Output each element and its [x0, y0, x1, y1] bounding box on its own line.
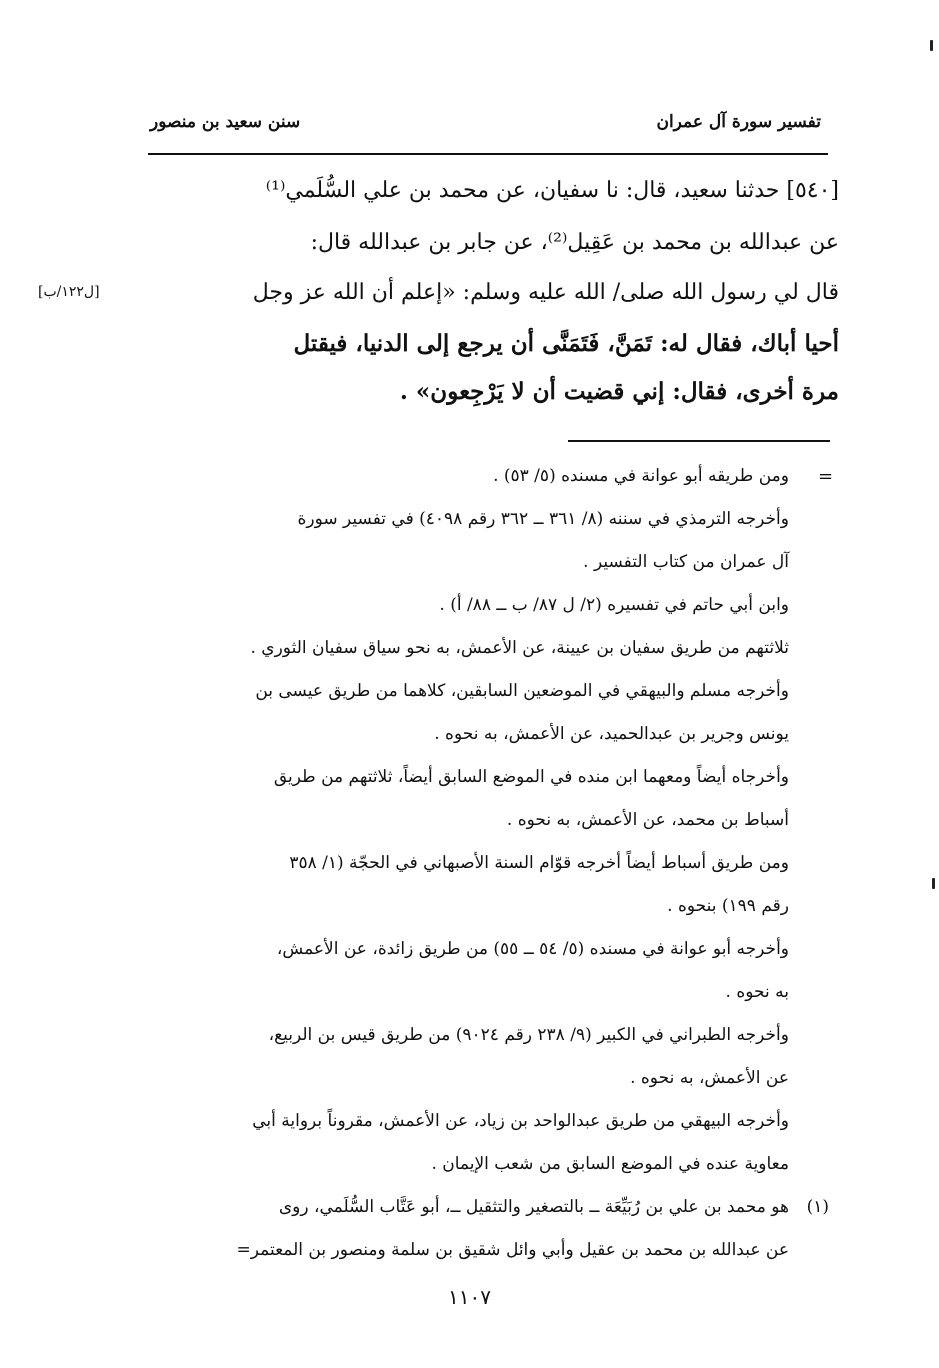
running-header-book: سنن سعيد بن منصور	[150, 112, 301, 132]
footnote-line: ثلاثتهم من طريق سفيان بن عيينة، عن الأعمش، به نحو سياق سفيان الثوري .	[250, 638, 789, 658]
footnote-line: وأخرجه أبو عوانة في مسنده (٥/ ٥٤ ــ ٥٥) من طريق زائدة، عن الأعمش،	[276, 939, 789, 959]
footnote-line: ومن طريق أسباط أيضاً أخرجه قوّام السنة الأصبهاني في الحجّة (١/ ٣٥٨	[289, 853, 789, 873]
footnote-line: يونس وجرير بن عبدالحميد، عن الأعمش، به نحوه .	[434, 724, 789, 744]
manuscript-folio-ref: [ل١٢٢/ب]	[38, 284, 100, 300]
hadith-line: مرة أخرى، فقال: إني قضيت أن لا يَرْجِعون» .	[399, 378, 839, 405]
continuation-mark: =	[818, 466, 834, 487]
hadith-line: أحيا أباك، فقال له: تَمَنَّ، فَتَمَنَّى أن يرجع إلى الدنيا، فيقتل	[293, 330, 839, 357]
footnote-line: وأخرجه الترمذي في سننه (٨/ ٣٦١ ــ ٣٦٢ رقم ٤٠٩٨) في تفسير سورة	[297, 509, 789, 529]
running-header-title: تفسير سورة آل عمران	[656, 112, 821, 132]
margin-mark	[932, 878, 935, 889]
header-rule	[148, 153, 828, 155]
hadith-line: قال لي رسول الله صلى/ الله عليه وسلم: «إعلم أن الله عز وجل	[252, 280, 839, 305]
footnote-line: وأخرجه البيهقي من طريق عبدالواحد بن زياد، عن الأعمش، مقروناً برواية أبي	[252, 1111, 789, 1131]
footnote-line: هو محمد بن علي بن رُبَيِّعَة ــ بالتصغير والتثقيل ــ، أبو عَتَّاب السُّلَمي، روى	[278, 1197, 789, 1217]
hadith-line: عن عبدالله بن محمد بن عَقِيل⁽²⁾، عن جابر بن عبدالله قال:	[310, 230, 839, 255]
footnote-line: عن عبدالله بن محمد بن عقيل وأبي وائل شقيق بن سلمة ومنصور بن المعتمر=	[236, 1240, 789, 1260]
footnote-line: أسباط بن محمد، عن الأعمش، به نحوه .	[506, 810, 789, 830]
footnote-number: (١)	[806, 1197, 829, 1217]
footnote-line: وأخرجاه أيضاً ومعهما ابن منده في الموضع السابق أيضاً، ثلاثتهم من طريق	[273, 767, 789, 787]
footnote-rule	[568, 440, 830, 442]
page-number: ١١٠٧	[448, 1285, 491, 1309]
hadith-line: [٥٤٠] حدثنا سعيد، قال: نا سفيان، عن محمد بن علي السُّلَمي⁽¹⁾	[265, 178, 839, 203]
footnote-line: معاوية عنده في الموضع السابق من شعب الإيمان .	[431, 1154, 789, 1174]
footnote-line: رقم ١٩٩) بنحوه .	[667, 896, 789, 916]
footnote-line: به نحوه .	[725, 982, 789, 1002]
footnote-line: آل عمران من كتاب التفسير .	[583, 552, 789, 572]
footnote-line: ومن طريقه أبو عوانة في مسنده (٥/ ٥٣) .	[493, 466, 789, 486]
footnote-line: وأخرجه مسلم والبيهقي في الموضعين السابقين، كلاهما من طريق عيسى بن	[255, 681, 789, 701]
footnote-line: وأخرجه الطبراني في الكبير (٩/ ٢٣٨ رقم ٩٠٢٤) من طريق قيس بن الربيع،	[268, 1025, 789, 1045]
margin-mark	[930, 40, 933, 51]
footnote-line: عن الأعمش، به نحوه .	[630, 1068, 789, 1088]
footnote-line: وابن أبي حاتم في تفسيره (٢/ ل ٨٧/ ب ــ ٨٨/ أ) .	[439, 595, 789, 615]
